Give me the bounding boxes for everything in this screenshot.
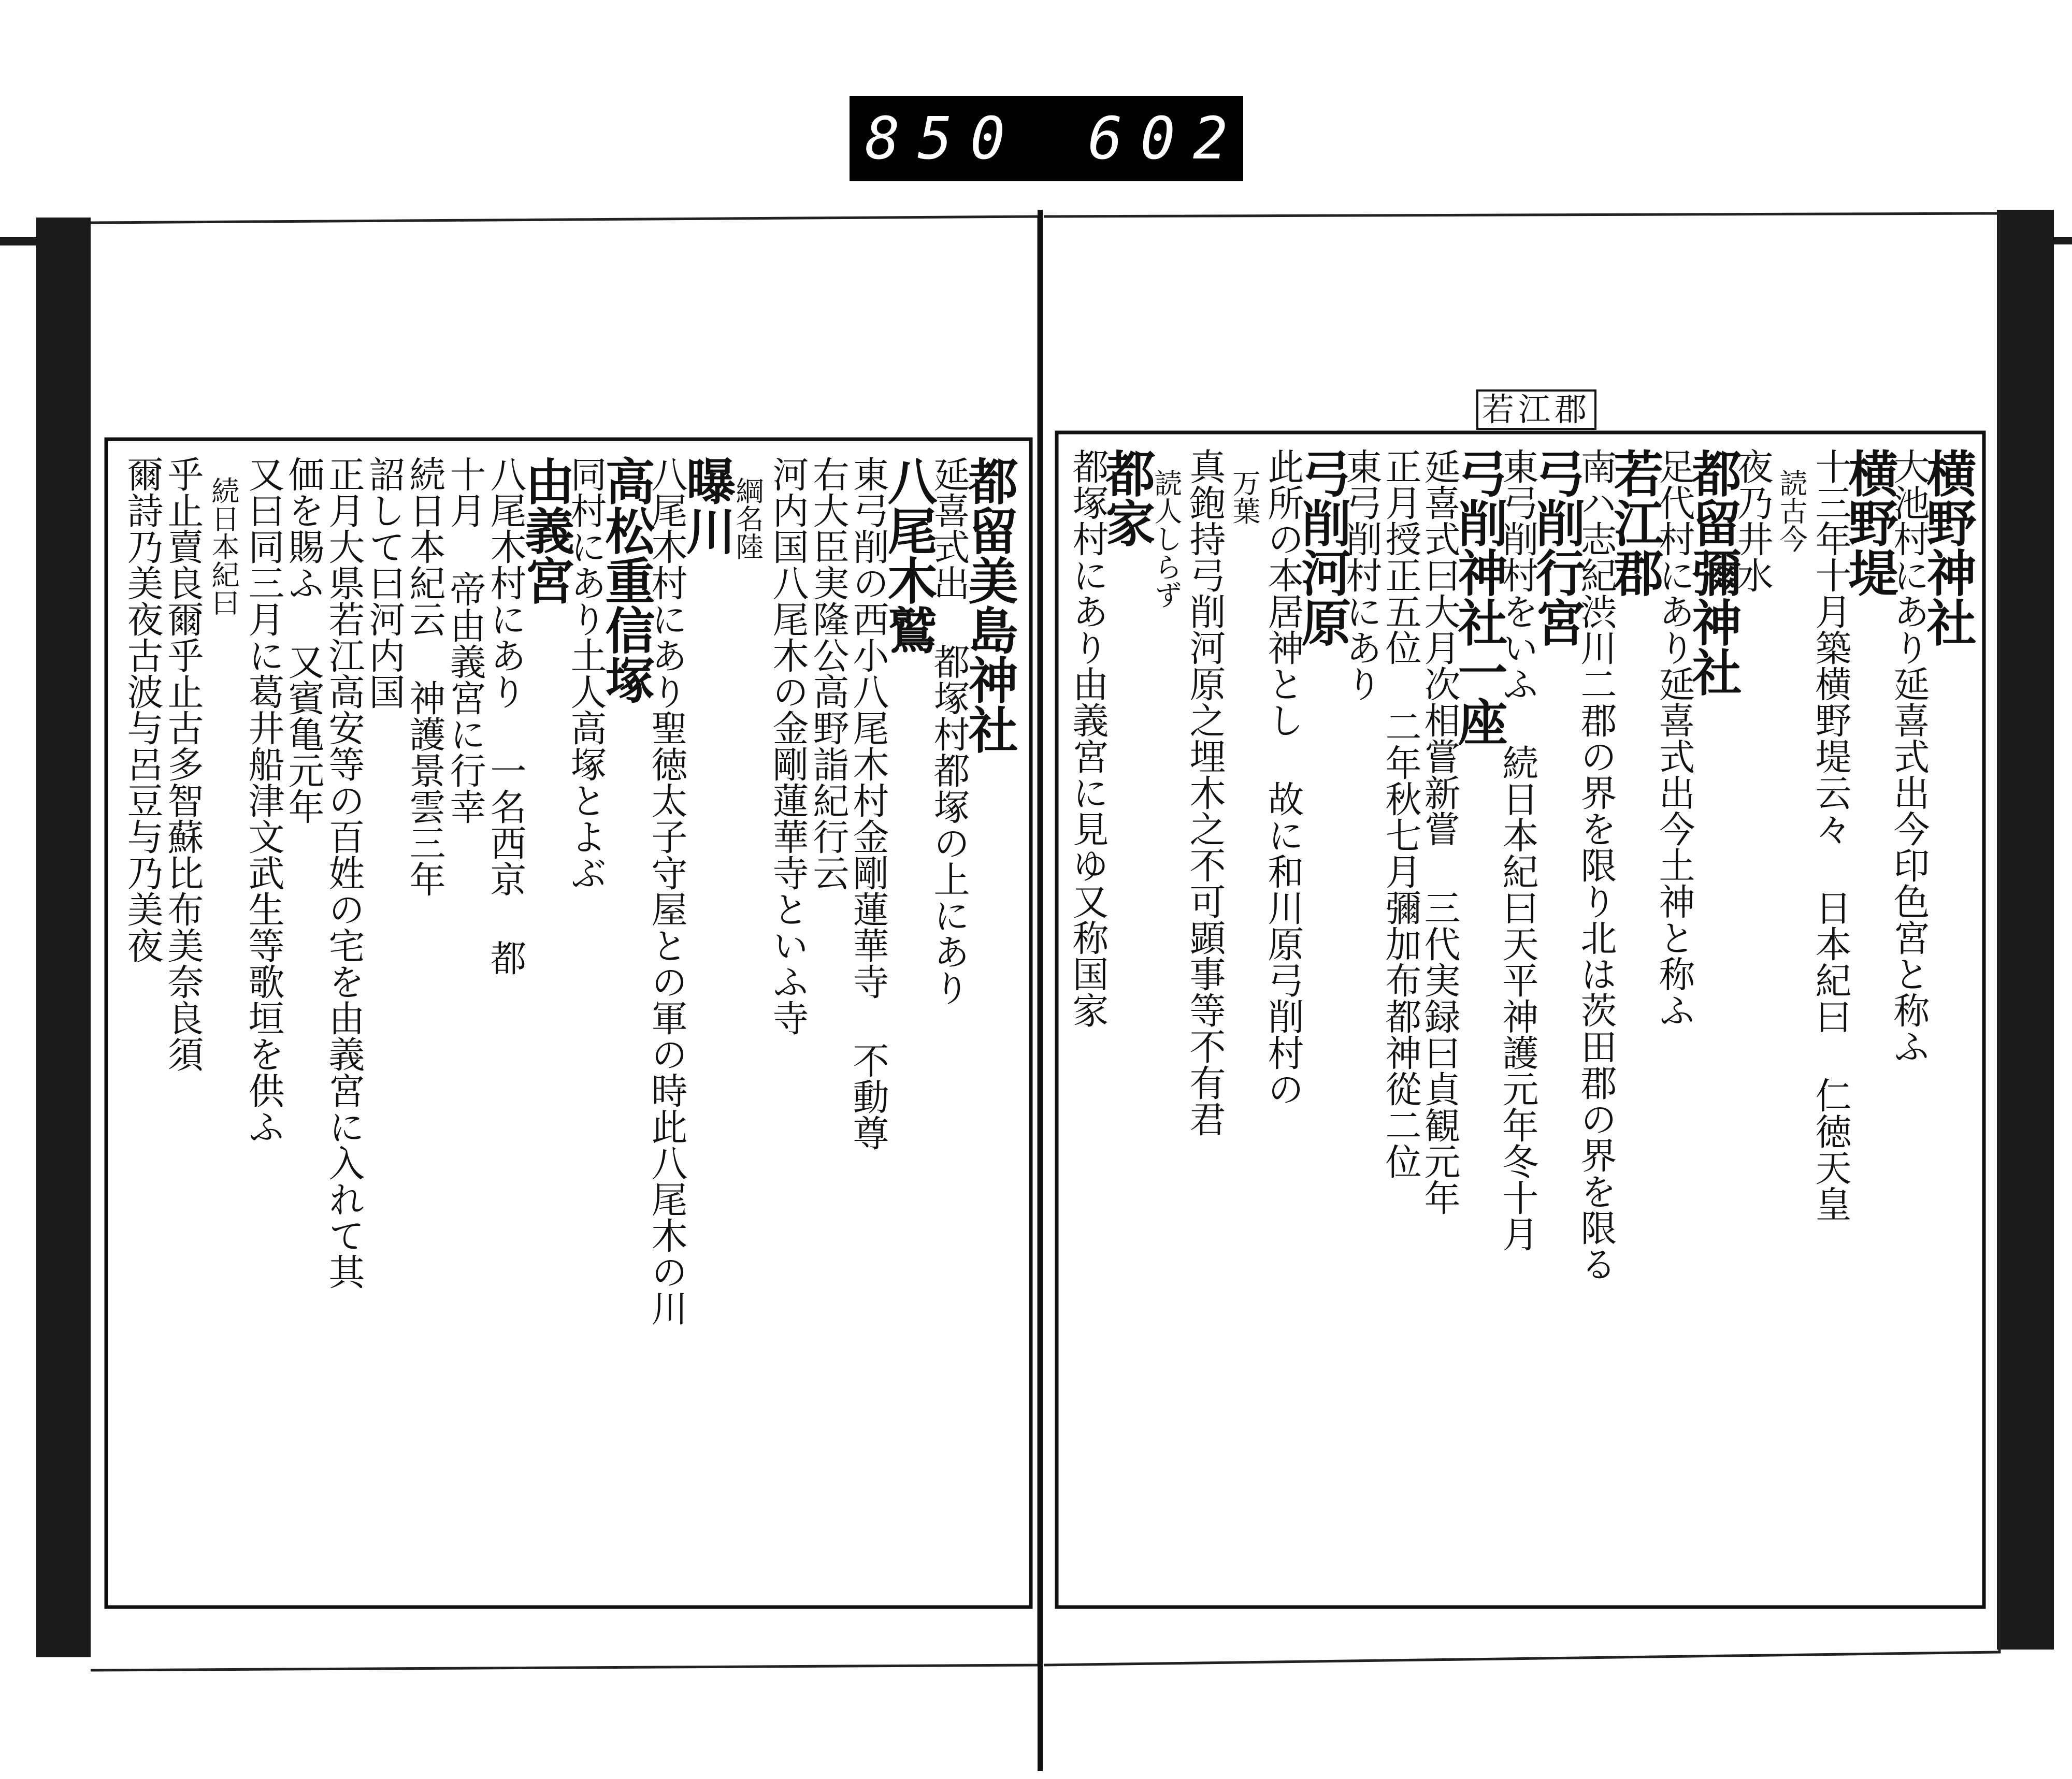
right-binding-edge xyxy=(1997,210,2054,1650)
right-page-column: 東弓削村をいふ 続日本紀曰天平神護元年冬十月 xyxy=(1497,448,1539,1252)
right-page-column: 足代村にあり延喜式出今土神と称ふ xyxy=(1653,448,1695,1028)
right-page-column: 正月授正五位 二年秋七月彌加布都神從二位 xyxy=(1379,448,1422,1179)
left-page-column: 曝川 xyxy=(678,456,737,555)
right-page-column: 弓削河原 xyxy=(1293,448,1352,647)
left-edge-tab xyxy=(0,237,91,245)
left-page-column: 高松重信塚 xyxy=(597,456,656,704)
call-number-right: 602. xyxy=(1088,105,1298,172)
right-page-column: 読古今 xyxy=(1775,469,1808,553)
left-page-column: 河内国八尾木の金剛蓮華寺といふ寺 xyxy=(767,456,809,1036)
left-page-column: 同村にあり土人高塚とよぶ xyxy=(565,456,607,891)
right-page-column: 南ハ志紀渋川二郡の界を限り北は茨田郡の界を限る xyxy=(1575,448,1617,1282)
section-label: 若江郡 xyxy=(1476,389,1596,430)
right-page-column: 延喜式曰大月次相嘗新嘗 三代実録曰貞観元年 xyxy=(1418,448,1461,1216)
right-page-column: 大池村にあり延喜式出今印色宮と称ふ xyxy=(1888,448,1930,1064)
right-page-column: 都留彌神社 xyxy=(1684,448,1743,697)
left-page-column: 右大臣実隆公高野詣紀行云 xyxy=(807,456,850,891)
right-page-column: 都家 xyxy=(1098,448,1156,547)
left-page-column: 続日本紀曰 xyxy=(207,476,240,616)
right-page-column: 万葉 xyxy=(1228,469,1261,525)
left-page-column: 八尾木鷲 xyxy=(880,456,938,655)
left-page-column: 都留美島神社 xyxy=(960,456,1019,754)
left-page-column: 由義宮 xyxy=(517,456,575,605)
left-page-column: 八尾木村にあり 一名西京 都 xyxy=(484,456,527,976)
right-page-column: 横野堤 xyxy=(1840,448,1899,597)
left-page-column: 延喜式出 都塚村都塚の上にあり xyxy=(928,456,970,1006)
left-page-column: 乎止賣良爾乎止古多智蘇比布美奈良須 xyxy=(162,456,204,1072)
left-page-column: 正月大県若江高安等の百姓の宅を由義宮に入れて其 xyxy=(323,456,365,1290)
call-number-label xyxy=(850,96,1298,181)
right-page-column: 東弓削村にあり xyxy=(1340,448,1383,702)
right-page-column: 弓削神社一座 xyxy=(1450,448,1508,746)
right-page-column: 若江郡 xyxy=(1606,448,1664,597)
left-page-column: 又曰同三月に葛井船津文武生等歌垣を供ふ xyxy=(242,456,285,1145)
left-page-column: 詔して曰河内国 xyxy=(363,456,406,710)
left-page-column: 八尾木村にあり聖徳太子守屋との軍の時此八尾木の川 xyxy=(645,456,688,1326)
left-page-column: 続日本紀云 神護景雲三年 xyxy=(404,456,446,897)
right-page-column: 横野神社 xyxy=(1919,448,1977,647)
call-number-left: 850 xyxy=(865,105,1023,172)
left-page-column: 東弓削の西小八尾木村金剛蓮華寺 不動尊 xyxy=(847,456,889,1151)
left-page-column: 爾詩乃美夜古波与呂豆与乃美夜 xyxy=(121,456,164,963)
left-page-column: 十月 帝由義宮に行幸 xyxy=(444,456,486,825)
right-page-column: 夜乃井水 xyxy=(1731,448,1774,593)
right-edge-tab xyxy=(1997,237,2072,244)
right-page-column: 都塚村にあり由義宮に見ゆ又称国家 xyxy=(1067,448,1109,1028)
left-binding-edge xyxy=(36,218,91,1657)
right-page-column: 十三年十月築横野堤云々 日本紀曰 仁徳天皇 xyxy=(1809,448,1852,1222)
right-page-column: 弓削行宮 xyxy=(1528,448,1586,647)
right-page-column: 真鉋持弓削河原之埋木之不可顕事等不有君 xyxy=(1184,448,1226,1137)
left-page-column: 価を賜ふ 又賓亀元年 xyxy=(282,456,325,825)
left-page-column: 綱名陸 xyxy=(731,476,764,560)
right-page-column: 読人しらず xyxy=(1150,469,1183,609)
right-page-column: 此所の本居神とし 故に和川原弓削村の xyxy=(1262,448,1304,1107)
